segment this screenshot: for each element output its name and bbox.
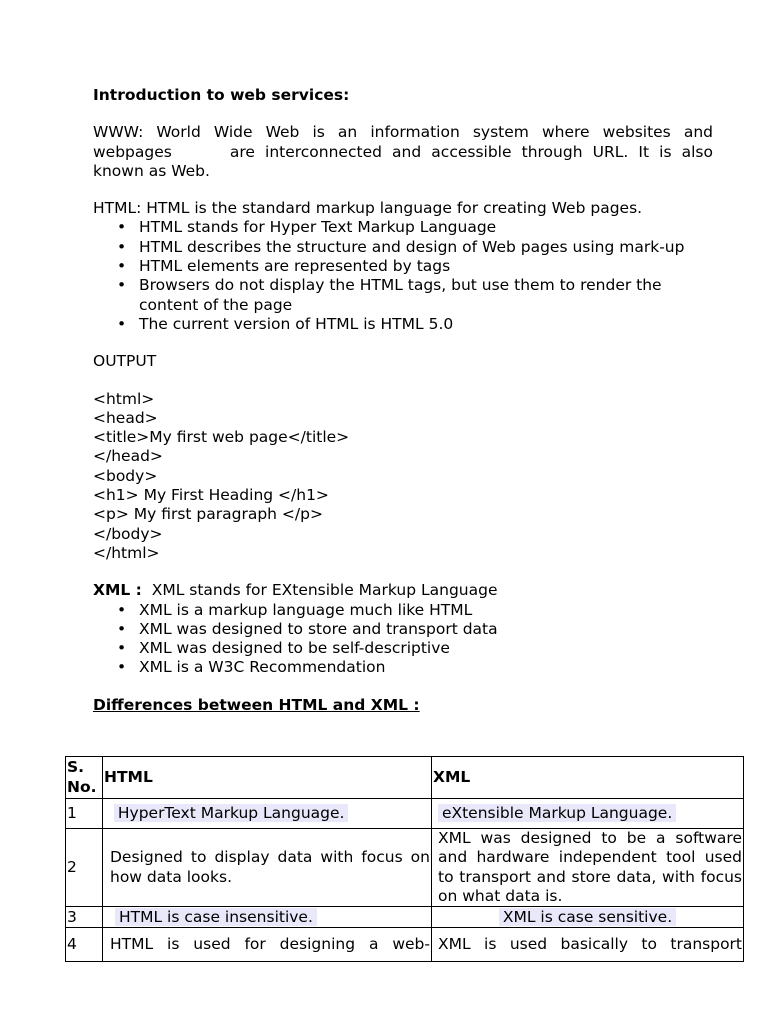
cell-xml-text: XML is case sensitive. — [499, 908, 676, 926]
header-xml: XML — [432, 757, 744, 799]
cell-sno: 2 — [66, 829, 103, 907]
code-line: <html> — [93, 389, 155, 408]
cell-sno: 1 — [66, 799, 103, 829]
www-text-2: are interconnected and accessible through URL. It is also known as Web. — [93, 142, 713, 180]
code-block — [93, 390, 713, 564]
html-bullet: • HTML stands for Hyper Text Markup Language — [139, 218, 713, 237]
html-bullet-list — [93, 218, 713, 334]
table-row — [66, 829, 744, 907]
html-bullet: • HTML elements are represented by tags — [139, 257, 713, 276]
cell-html: HTML is used for designing a web- — [103, 928, 432, 962]
xml-bullet: • XML was designed to be self-descriptive — [139, 639, 713, 658]
intro-heading: Introduction to web services: — [93, 86, 350, 104]
table-row — [66, 799, 744, 829]
table-row — [66, 928, 744, 962]
www-paragraph — [93, 123, 713, 181]
header-html: HTML — [103, 757, 432, 799]
differences-table — [65, 756, 744, 962]
xml-bullet: • XML is a W3C Recommendation — [139, 658, 713, 677]
cell-html-text: HTML is case insensitive. — [115, 908, 317, 926]
code-line: <p> My first paragraph </p> — [93, 505, 323, 524]
xml-intro: XML stands for EXtensible Markup Language — [151, 581, 498, 600]
xml-bullet-list — [93, 601, 713, 678]
table-header-row — [66, 757, 744, 799]
xml-intro-line — [93, 581, 713, 600]
xml-bullet: • XML is a markup language much like HTML — [139, 601, 713, 620]
code-line: <body> — [93, 466, 158, 485]
differences-heading: Differences between HTML and XML : — [93, 695, 420, 714]
cell-xml — [432, 907, 744, 928]
cell-sno: 3 — [66, 907, 103, 928]
code-line: </head> — [93, 447, 163, 466]
www-text-1: WWW: World Wide Web is an information system where websites and webpages — [93, 123, 713, 161]
header-sno: S. No. — [66, 757, 103, 799]
code-line: <h1> My First Heading </h1> — [93, 486, 329, 505]
code-line: </html> — [93, 543, 160, 562]
cell-html — [103, 907, 432, 928]
xml-bullet: • XML was designed to store and transport data — [139, 620, 713, 639]
code-line: </body> — [93, 524, 163, 543]
code-line: <head> — [93, 408, 158, 427]
cell-xml — [432, 799, 744, 829]
cell-xml-text: eXtensible Markup Language. — [438, 804, 676, 822]
cell-sno: 4 — [66, 928, 103, 962]
cell-xml: XML was designed to be a software and hardware independent tool used to transport and store data, with focus on what data is. — [432, 829, 744, 907]
xml-label: XML : — [93, 581, 142, 600]
document-body — [93, 86, 713, 715]
code-line: <title>My first web page</title> — [93, 428, 350, 447]
table-row — [66, 907, 744, 928]
html-bullet: • Browsers do not display the HTML tags, but use them to render the content of the page — [139, 276, 713, 315]
html-bullet: • HTML describes the structure and design of Web pages using mark-up — [139, 238, 713, 257]
cell-xml: XML is used basically to transport — [432, 928, 744, 962]
html-intro: HTML: HTML is the standard markup language for creating Web pages. — [93, 199, 643, 218]
cell-html: Designed to display data with focus on how data looks. — [103, 829, 432, 907]
cell-html — [103, 799, 432, 829]
html-bullet: • The current version of HTML is HTML 5.0 — [139, 315, 713, 334]
cell-html-text: HyperText Markup Language. — [114, 804, 349, 822]
output-label: OUTPUT — [93, 352, 157, 371]
